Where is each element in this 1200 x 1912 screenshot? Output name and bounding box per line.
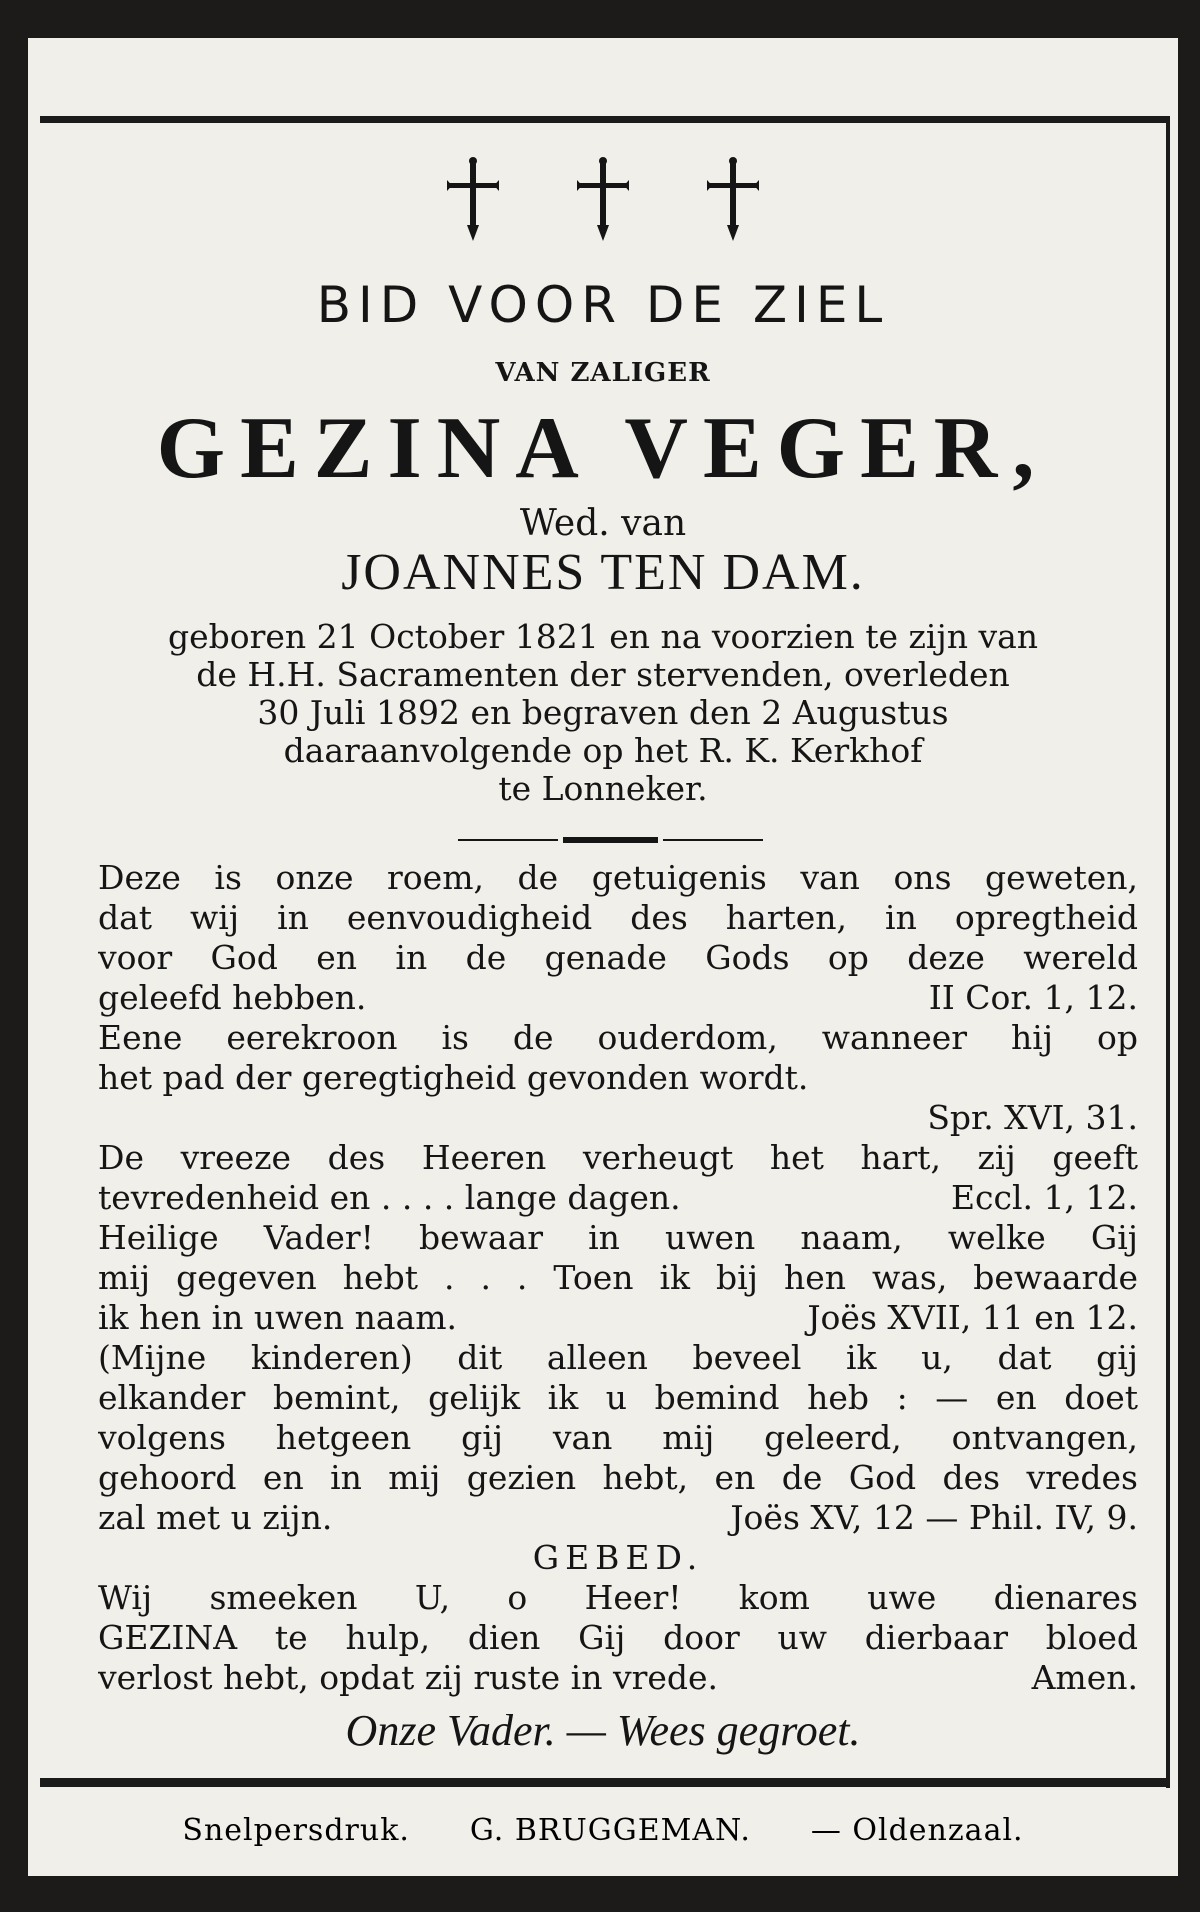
- subheading: VAN ZALIGER: [495, 358, 711, 388]
- text-line: voor God en in de genade Gods op deze wereld: [98, 938, 1138, 977]
- deceased-name: GEZINA VEGER,: [156, 400, 1050, 497]
- biography-line: daaraanvolgende op het R. K. Kerkhof: [283, 731, 923, 770]
- printer-footer: [28, 1813, 1178, 1848]
- text-line: Heilige Vader! bewaar in uwen naam, welke Gij: [98, 1218, 1138, 1257]
- line-text: verlost hebt, opdat zij ruste in vrede.: [98, 1658, 719, 1697]
- heading: BID VOOR DE ZIEL: [316, 276, 890, 334]
- text-line: Spr. XVI, 31.: [927, 1098, 1138, 1137]
- biography-line: de H.H. Sacramenten der stervenden, overleden: [196, 655, 1010, 694]
- text-line: elkander bemint, gelijk ik u bemind heb : — en doet: [98, 1378, 1138, 1417]
- line-text: tevredenheid en . . . . lange dagen.: [98, 1178, 681, 1217]
- closing-prayers: Onze Vader. — Wees gegroet.: [345, 1706, 861, 1755]
- cross-icon: [573, 153, 633, 243]
- line-text: zal met u zijn.: [98, 1498, 333, 1537]
- print-type: Snelpersdruk.: [182, 1813, 410, 1848]
- biography-line: te Lonneker.: [498, 769, 708, 808]
- text-line: dat wij in eenvoudigheid des harten, in opregtheid: [98, 898, 1138, 937]
- biography-line: geboren 21 October 1821 en na voorzien te zijn van: [167, 617, 1039, 656]
- text-line: mij gegeven hebt . . . Toen ik bij hen was, bewaarde: [98, 1258, 1138, 1297]
- line-text: ik hen in uwen naam.: [98, 1298, 458, 1337]
- scripture-reference: Amen.: [1031, 1658, 1138, 1697]
- crosses-row: [28, 153, 1178, 243]
- widow-of-label: Wed. van: [519, 503, 687, 544]
- scripture-reference: Eccl. 1, 12.: [950, 1178, 1138, 1217]
- cross-icon: [443, 153, 503, 243]
- prayer-heading: GEBED.: [532, 1538, 704, 1577]
- text-line: Deze is onze roem, de getuigenis van ons geweten,: [98, 858, 1138, 897]
- scripture-reference: Joës XV, 12 — Phil. IV, 9.: [730, 1498, 1138, 1537]
- text-line: [98, 1298, 1138, 1338]
- text-line: (Mijne kinderen) dit alleen beveel ik u, dat gij: [98, 1338, 1138, 1377]
- text-line: De vreeze des Heeren verheugt het hart, zij geeft: [98, 1138, 1138, 1177]
- printer-name: G. BRUGGEMAN.: [469, 1813, 751, 1848]
- cross-icon: [703, 153, 763, 243]
- biography-line: 30 Juli 1892 en begraven den 2 Augustus: [257, 693, 949, 732]
- card-paper: [28, 38, 1178, 1876]
- husband-name: JOANNES TEN DAM.: [341, 544, 865, 601]
- text-line: gehoord en in mij gezien hebt, en de God des vredes: [98, 1458, 1138, 1497]
- biography: [28, 618, 1178, 808]
- scripture-reference: Joës XVII, 11 en 12.: [807, 1298, 1138, 1337]
- text-line: het pad der geregtigheid gevonden wordt.: [98, 1058, 809, 1097]
- scripture-reference: II Cor. 1, 12.: [928, 978, 1138, 1017]
- text-line: [98, 1178, 1138, 1218]
- footer-rule: [40, 1778, 1170, 1787]
- text-line: GEZINA te hulp, dien Gij door uw dierbaar bloed: [98, 1618, 1138, 1657]
- print-place: — Oldenzaal.: [810, 1813, 1024, 1848]
- top-rule: [40, 116, 1170, 123]
- text-line: Wij smeeken U, o Heer! kom uwe dienares: [98, 1578, 1138, 1617]
- text-line: [98, 1658, 1138, 1698]
- scripture-text: [98, 858, 1138, 1698]
- line-text: geleefd hebben.: [98, 978, 367, 1017]
- text-line: volgens hetgeen gij van mij geleerd, ontvangen,: [98, 1418, 1138, 1457]
- ornament-divider: [458, 836, 763, 844]
- text-line: Eene eerekroon is de ouderdom, wanneer hij op: [98, 1018, 1138, 1057]
- text-line: [98, 1498, 1138, 1538]
- text-line: [98, 978, 1138, 1018]
